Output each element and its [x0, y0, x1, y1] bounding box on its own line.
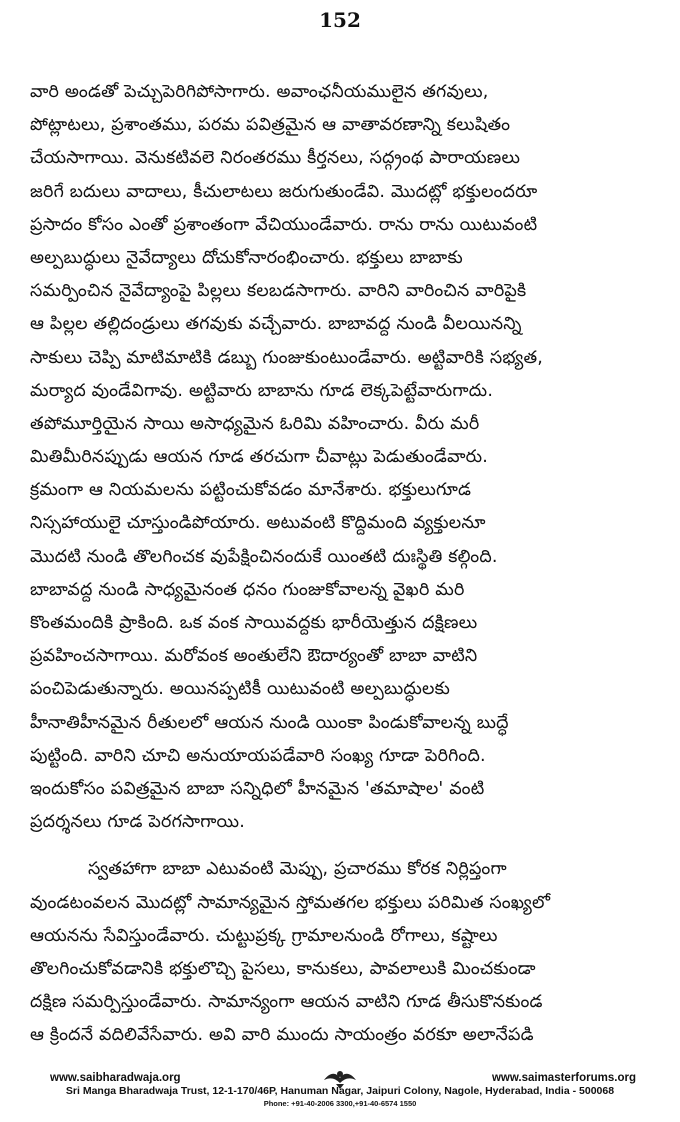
paragraph-1 [30, 76, 650, 839]
text-line: చేయసాగాయి. వెనుకటివలె నిరంతరము కీర్తనలు, సద్గ్రంథ పారాయణలు [30, 148, 521, 169]
text-line: హీనాతిహీనమైన రీతులలో ఆయన నుండి యింకా పిండుకోవాలన్న బుద్ధే [30, 712, 509, 733]
text-line: తపోమూర్తియైన సాయి అసాధ్యమైన ఓరిమి వహించారు. వీరు మరీ [30, 413, 480, 434]
footer-address: Sri Manga Bharadwaja Trust, 12-1-170/46P, Hanuman Nagar, Jaipuri Colony, Nagole, Hyderabad, India - 500068 [65, 1085, 615, 1097]
paragraph-gap [30, 839, 650, 853]
text-line: ఆ పిల్లల తల్లిదండ్రులు తగవుకు వచ్చేవారు. బాబావద్ద నుండి వీలయినన్ని [30, 314, 522, 335]
text-line: మితిమీరినప్పుడు ఆయన గూడ తరచుగా చీవాట్లు పెడుతుండేవారు. [30, 447, 489, 468]
body-text [30, 76, 650, 1052]
text-line: సాకులు చెప్పి మాటిమాటికి డబ్బు గుంజుకుంటుండేవారు. అట్టివారికి సభ్యత, [30, 347, 544, 368]
text-line: పుట్టింది. వారిని చూచి అనుయాయపడేవారి సంఖ్య గూడా పెరిగింది. [30, 745, 486, 766]
text-line: నిస్సహాయులై చూస్తుండిపోయారు. అటువంటి కొద్దిమంది వ్యక్తులనూ [30, 513, 486, 534]
text-line: మర్యాద వుండేవిగావు. అట్టివారు బాబాను గూడ లెక్కపెట్టేవారుగాదు. [30, 380, 494, 401]
text-line: స్వతహాగా బాబా ఎటువంటి మెప్పు, ప్రచారము కోరక నిర్లిప్తంగా [88, 859, 507, 880]
paragraph-2 [30, 853, 650, 1052]
text-line: ఇందుకోసం పవిత్రమైన బాబా సన్నిధిలో హీనమైన 'తమాషాల' వంటి [30, 778, 485, 799]
text-line: సమర్పించిన నైవేద్యాంపై పిల్లలు కలబడసాగారు. వారిని వారించిన వారిపైకి [30, 281, 527, 302]
text-line: బాబావద్ద నుండి సాధ్యమైనంత ధనం గుంజుకోవాలన్న వైఖరి మరి [30, 579, 465, 600]
text-line: ప్రదర్శనలు గూడ పెరగసాగాయి. [30, 812, 246, 833]
text-line: వుండటంవలన మొదట్లో సామాన్యమైన స్తోమతగల భక్తులు పరిమిత సంఖ్యలో [30, 892, 551, 913]
text-line: దక్షిణ సమర్పిస్తుండేవారు. సామాన్యంగా ఆయన వాటిని గూడ తీసుకొనకుండ [30, 992, 543, 1013]
text-line: ఆయనను సేవిస్తుండేవారు. చుట్టుప్రక్క గ్రామాలనుండి రోగాలు, కష్టాలు [30, 925, 498, 946]
text-line: జరిగే బదులు వాదాలు, కీచులాటలు జరుగుతుండేవి. మొదట్లో భక్తులందరూ [30, 181, 538, 202]
page-number: 152 [319, 8, 361, 32]
text-line: వారి అండతో పెచ్చుపెరిగిపోసాగారు. అవాంఛనీయములైన తగవులు, [30, 82, 489, 102]
text-line: పంచిపెడుతున్నారు. అయినప్పటికీ యిటువంటి అల్పబుద్ధులకు [30, 679, 450, 700]
text-line: పోట్లాటలు, ప్రశాంతము, పరమ పవిత్రమైన ఆ వాతావరణాన్ని కలుషితం [30, 115, 511, 136]
text-line: ప్రవహించసాగాయి. మరోవంక అంతులేని ఔదార్యంతో బాబా వాటిని [30, 646, 478, 667]
text-line: క్రమంగా ఆ నియమలను పట్టించుకోవడం మానేశారు. భక్తులుగూడ [30, 480, 472, 501]
text-line: అల్పబుద్ధులు నైవేద్యాలు దోచుకోనారంభించారు. భక్తులు బాబాకు [30, 247, 463, 268]
text-line: కొంతమందికి ప్రాకింది. ఒక వంక సాయివద్దకు భారీయెత్తున దక్షిణలు [30, 613, 478, 633]
text-line: మొదటి నుండి తొలగించక వుపేక్షించినందుకే యింతటి దుఃస్థితి కల్గింది. [30, 546, 498, 567]
text-line: తొలగించుకోవడానికి భక్తులొచ్చి పైసలు, కానుకలు, పావలాలుకి మించకుండా [30, 958, 536, 979]
website-link-right[interactable]: www.saimasterforums.org [491, 1072, 636, 1084]
footer [0, 1072, 680, 1122]
website-link-left[interactable]: www.saibharadwaja.org [50, 1072, 181, 1084]
text-line: ఆ క్రిందనే వదిలివేసేవారు. అవి వారి ముందు సాయంత్రం వరకూ అలానేపడి [30, 1025, 534, 1046]
footer-phone: Phone: +91-40-2006 3300,+91-40-6574 1550 [263, 1099, 417, 1108]
text-line: ప్రసాదం కోసం ఎంతో ప్రశాంతంగా వేచియుండేవారు. రాను రాను యిటువంటి [30, 214, 538, 235]
